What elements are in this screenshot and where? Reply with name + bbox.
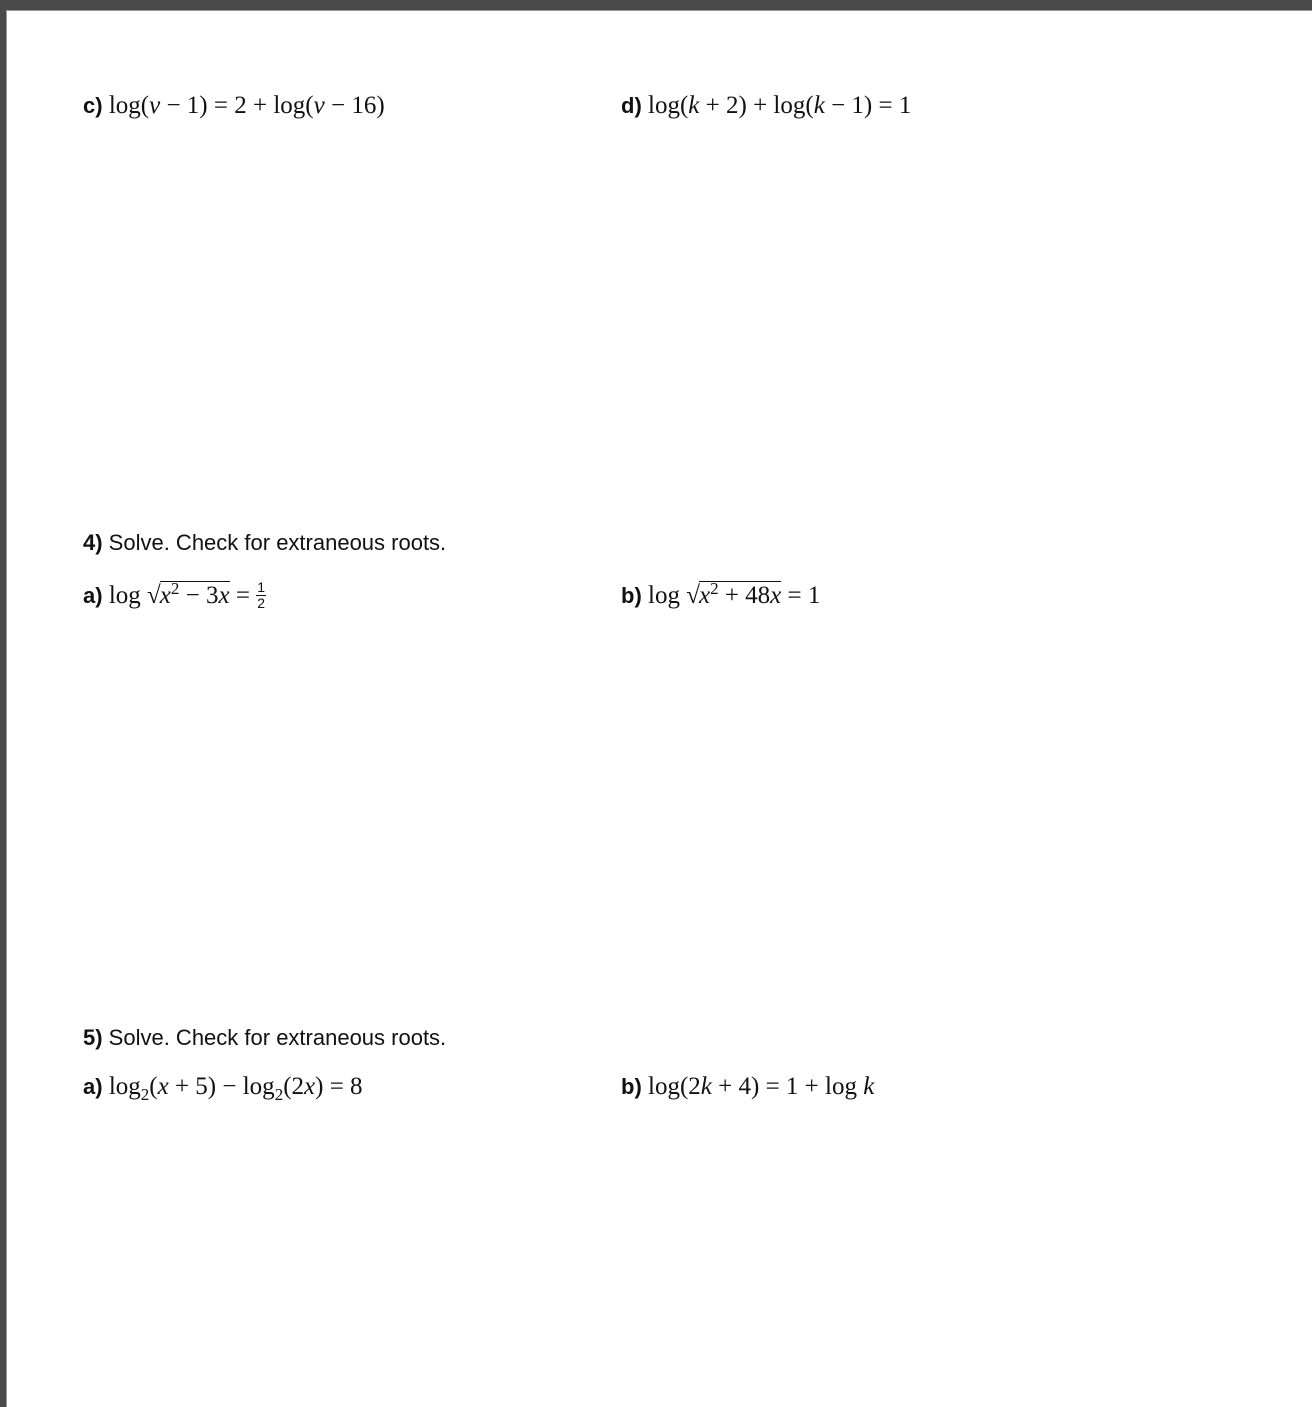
- radicand: $x^2 - 3x$: [159, 579, 230, 609]
- fraction-one-half: $\frac{1}{2}$: [257, 579, 265, 611]
- square-root-symbol: √: [147, 582, 161, 609]
- problem-4b: b) $\log √x^2 + 48x = 1$: [621, 579, 821, 609]
- section-5-heading: 5) Solve. Check for extraneous roots.: [83, 1025, 447, 1050]
- problem-label: b): [621, 583, 642, 608]
- problem-4a: a) $\log √x^2 - 3x$ = $\frac{1}{2}$: [83, 579, 265, 611]
- radicand: $x^2 + 48x$: [698, 579, 782, 609]
- problem-5a: a) $\log_2(x + 5) - \log_2(2x) = 8$: [83, 1073, 363, 1104]
- problem-label: a): [83, 1074, 103, 1099]
- problem-label: b): [621, 1074, 642, 1099]
- problem-label: d): [621, 93, 642, 118]
- worksheet-page: [6, 10, 1312, 1407]
- problem-label: a): [83, 583, 103, 608]
- section-4-heading: 4) Solve. Check for extraneous roots.: [83, 530, 447, 555]
- square-root-symbol: √: [686, 582, 700, 609]
- problem-5b: b) log(2k + 4) = 1 + log k: [621, 1073, 875, 1100]
- problem-3d: d) log(k + 2) + log(k − 1) = 1: [621, 92, 912, 119]
- problem-3c: c) log(v − 1) = 2 + log(v − 16): [83, 92, 385, 119]
- problem-label: c): [83, 93, 103, 118]
